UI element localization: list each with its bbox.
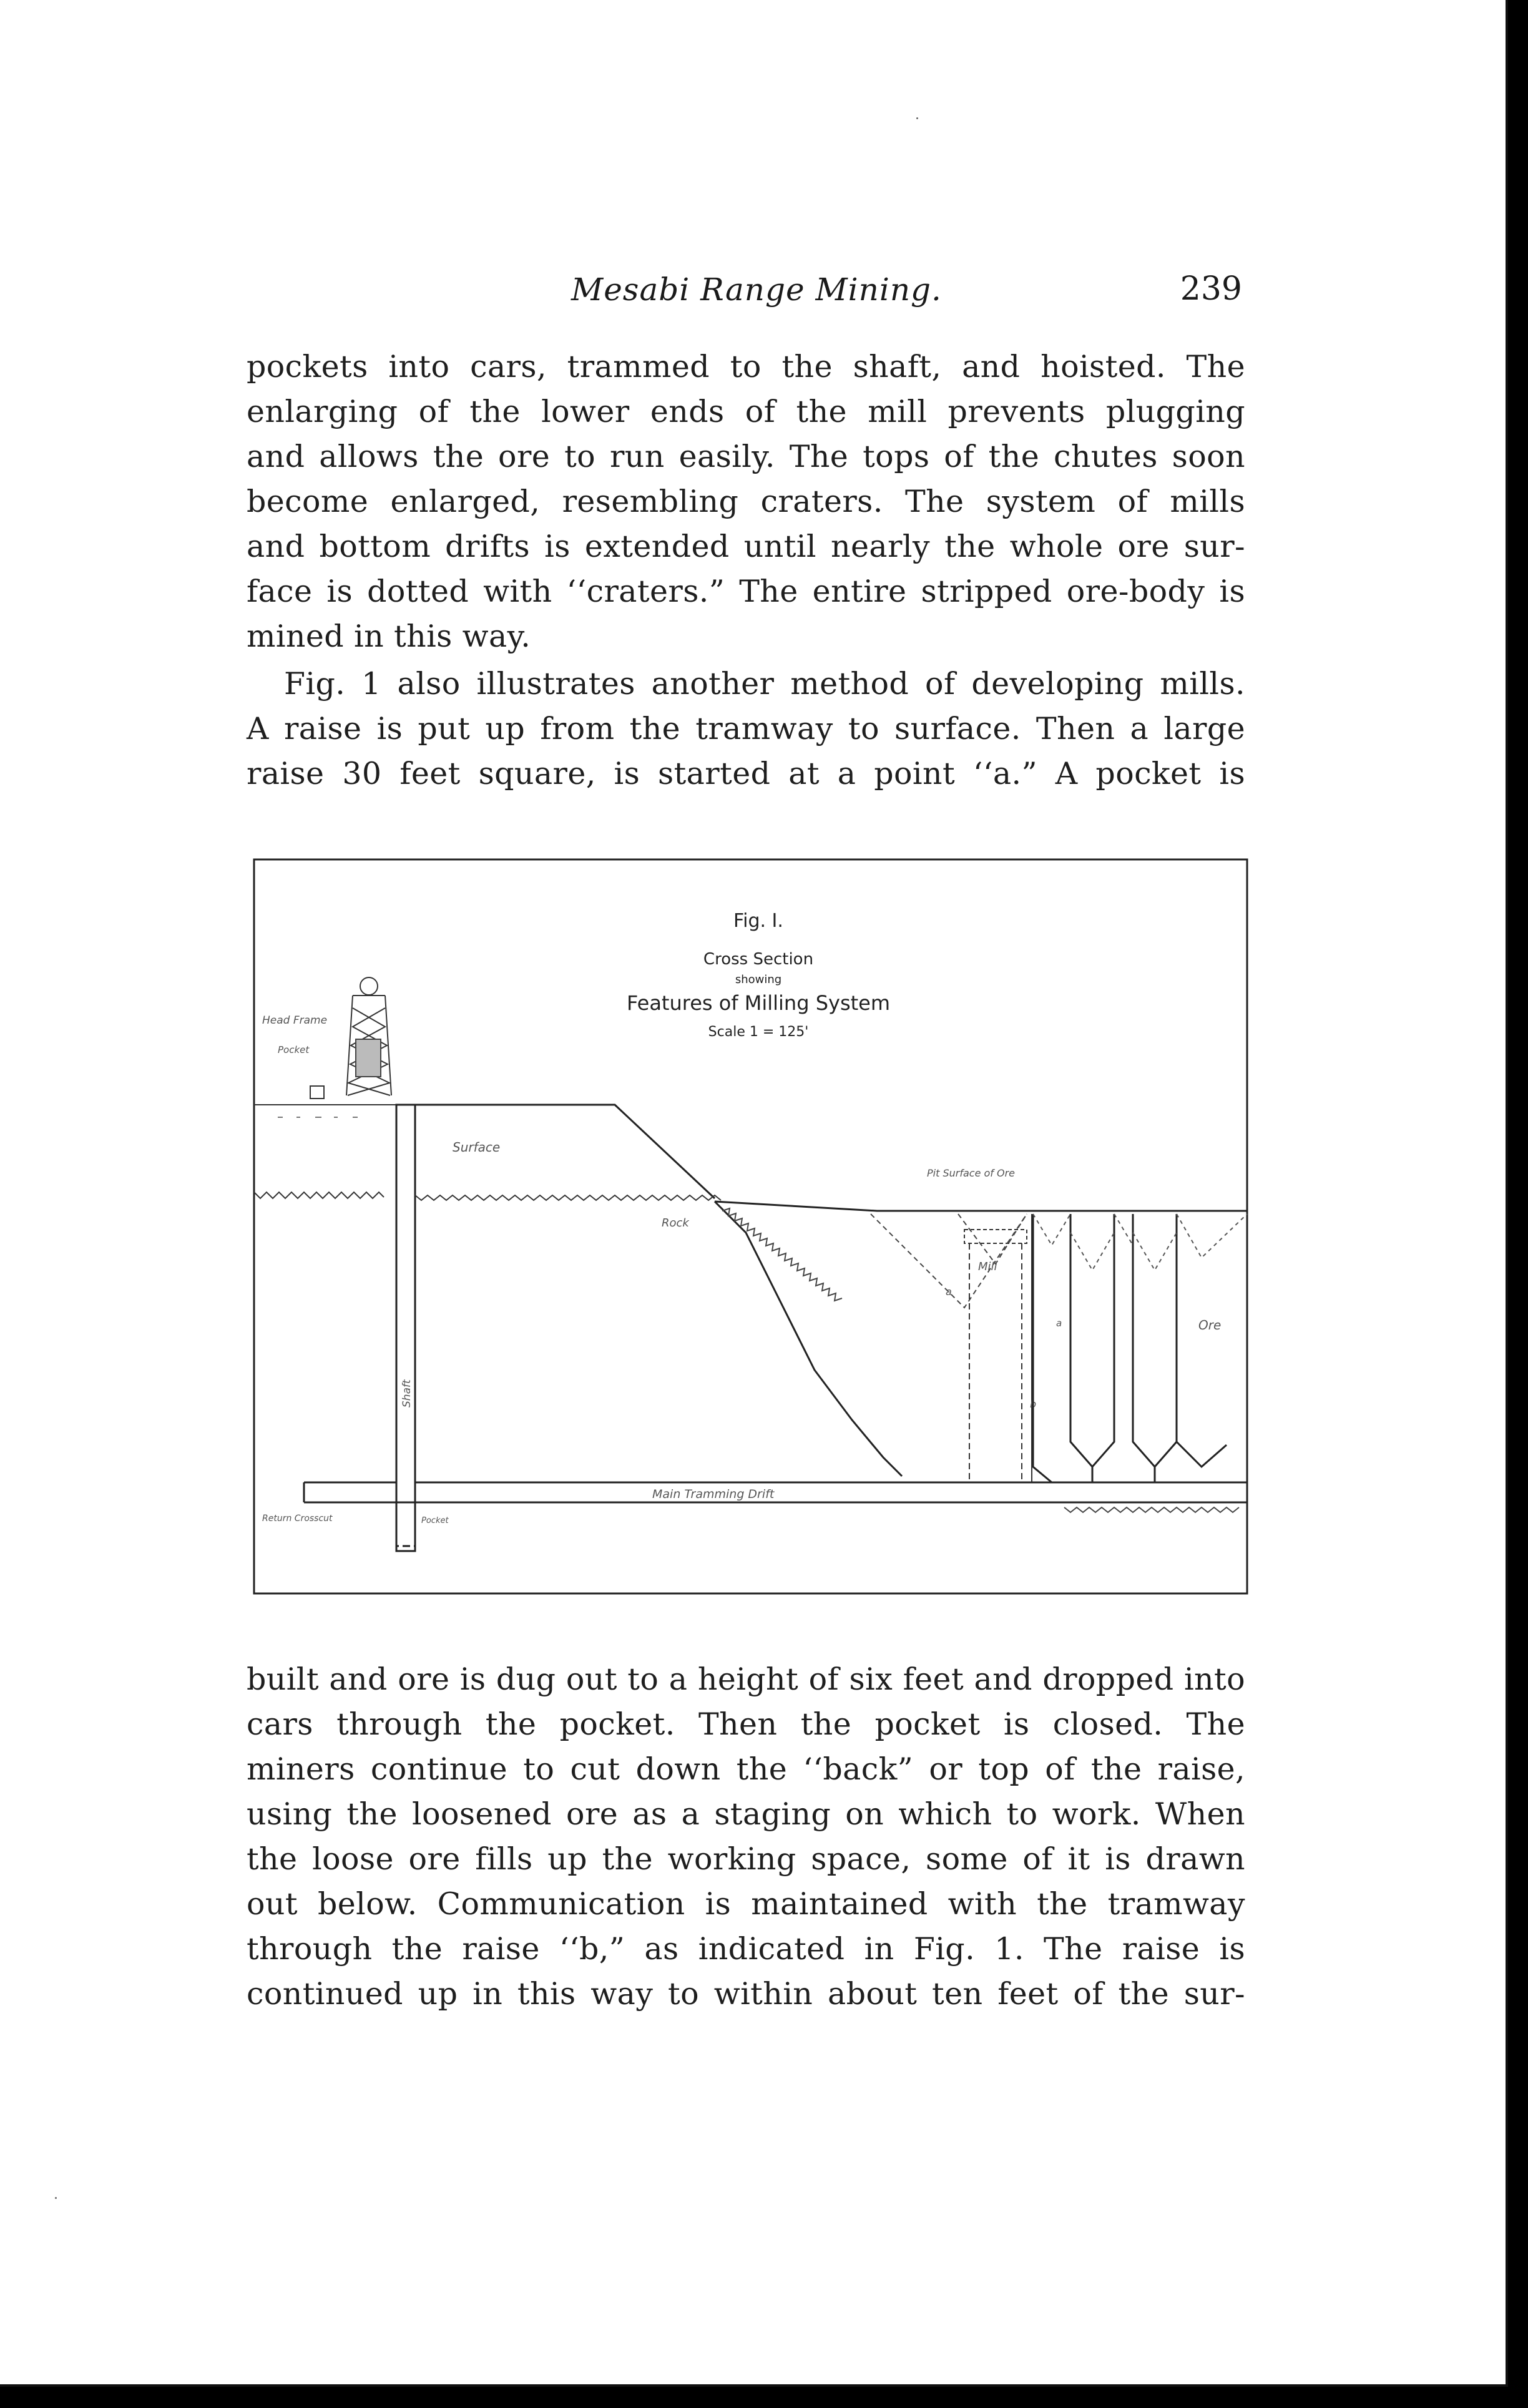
rock-slope bbox=[715, 1202, 902, 1476]
text-line: built and ore is dug out to a height of six feet and dropped into bbox=[247, 1662, 1245, 1697]
text-line: and allows the ore to run easily. The tops of the chutes soon bbox=[247, 439, 1245, 474]
text-line: face is dotted with ‘‘craters.” The entire stripped ore-body is bbox=[247, 574, 1245, 609]
text-line: enlarging of the lower ends of the mill prevents plugging bbox=[247, 394, 1245, 429]
rock-label: Rock bbox=[662, 1216, 689, 1230]
raise-a-label-2: a bbox=[1056, 1318, 1062, 1329]
text-line: A raise is put up from the tramway to surface. Then a large bbox=[247, 711, 1245, 746]
figure-number: Fig. I. bbox=[733, 910, 783, 932]
shaft-label: Shaft bbox=[401, 1379, 413, 1407]
ore-chutes bbox=[1033, 1214, 1227, 1482]
sump-label: Pocket bbox=[421, 1516, 449, 1525]
raise-a-label: a bbox=[946, 1286, 952, 1298]
text-line: miners continue to cut down the ‘‘back” or top of the raise, bbox=[247, 1751, 1245, 1787]
figure-title-line1: Cross Section bbox=[703, 950, 814, 969]
rock-slope-texture bbox=[722, 1208, 842, 1301]
head-frame-label: Head Frame bbox=[262, 1014, 328, 1027]
return-crosscut-label: Return Crosscut bbox=[262, 1514, 333, 1524]
text-line: Fig. 1 also illustrates another method of developing mills. bbox=[284, 666, 1245, 702]
floor-rock-line bbox=[1064, 1507, 1239, 1512]
figure-title-line3: Features of Milling System bbox=[626, 991, 891, 1015]
page-number: 239 bbox=[1180, 270, 1242, 308]
paper-speck bbox=[55, 2197, 57, 2199]
mill-raise bbox=[964, 1214, 1032, 1482]
chute-craters bbox=[1033, 1214, 1247, 1270]
text-line: and bottom drifts is extended until nearly the whole ore sur- bbox=[247, 529, 1245, 564]
pocket-top-label: Pocket bbox=[278, 1044, 310, 1055]
rock-line-left bbox=[254, 1192, 384, 1198]
text-line: using the loosened ore as a staging on which to work. When bbox=[247, 1796, 1245, 1832]
text-line: out below. Communication is maintained with the tramway bbox=[247, 1886, 1245, 1922]
text-line: raise 30 feet square, is started at a point ‘‘a.” A pocket is bbox=[247, 756, 1245, 791]
paragraph-2 bbox=[247, 662, 1245, 796]
mill-label: Mill bbox=[978, 1260, 997, 1273]
surface-label: Surface bbox=[453, 1140, 501, 1155]
text-line: become enlarged, resembling craters. The system of mills bbox=[247, 484, 1245, 519]
running-title: Mesabi Range Mining. bbox=[571, 272, 942, 308]
figure-frame bbox=[254, 859, 1247, 1593]
stripping-note: Pit Surface of Ore bbox=[927, 1167, 1016, 1179]
cross-section-diagram bbox=[253, 858, 1248, 1595]
figure-scale: Scale 1 = 125' bbox=[708, 1024, 809, 1040]
raise-b-label: b bbox=[1030, 1398, 1037, 1410]
text-line: mined in this way. bbox=[247, 619, 531, 654]
head-frame-icon bbox=[346, 977, 391, 1095]
main-tramming-drift bbox=[304, 1482, 1247, 1502]
ore-label: Ore bbox=[1198, 1318, 1222, 1333]
figure-title-line2: showing bbox=[735, 973, 782, 986]
text-line: continued up in this way to within about ten feet of the sur- bbox=[247, 1976, 1245, 2012]
shaft bbox=[396, 1105, 415, 1551]
ore-car bbox=[310, 1086, 324, 1099]
main-tramming-drift-label: Main Tramming Drift bbox=[652, 1487, 775, 1501]
page-header bbox=[247, 265, 1245, 315]
figure-1-cross-section bbox=[253, 858, 1248, 1595]
rock-line-right bbox=[415, 1195, 721, 1200]
paper-speck bbox=[916, 117, 918, 119]
paragraph-1 bbox=[247, 345, 1245, 659]
paragraph-3 bbox=[247, 1657, 1245, 2017]
ore-surface-line bbox=[715, 1202, 1247, 1211]
text-line: cars through the pocket. Then the pocket is closed. The bbox=[247, 1706, 1245, 1742]
text-line: through the raise ‘‘b,” as indicated in Fig. 1. The raise is bbox=[247, 1931, 1245, 1967]
text-line: pockets into cars, trammed to the shaft, and hoisted. The bbox=[247, 349, 1245, 384]
text-line: the loose ore fills up the working space, some of it is drawn bbox=[247, 1841, 1245, 1877]
sump bbox=[396, 1502, 415, 1546]
